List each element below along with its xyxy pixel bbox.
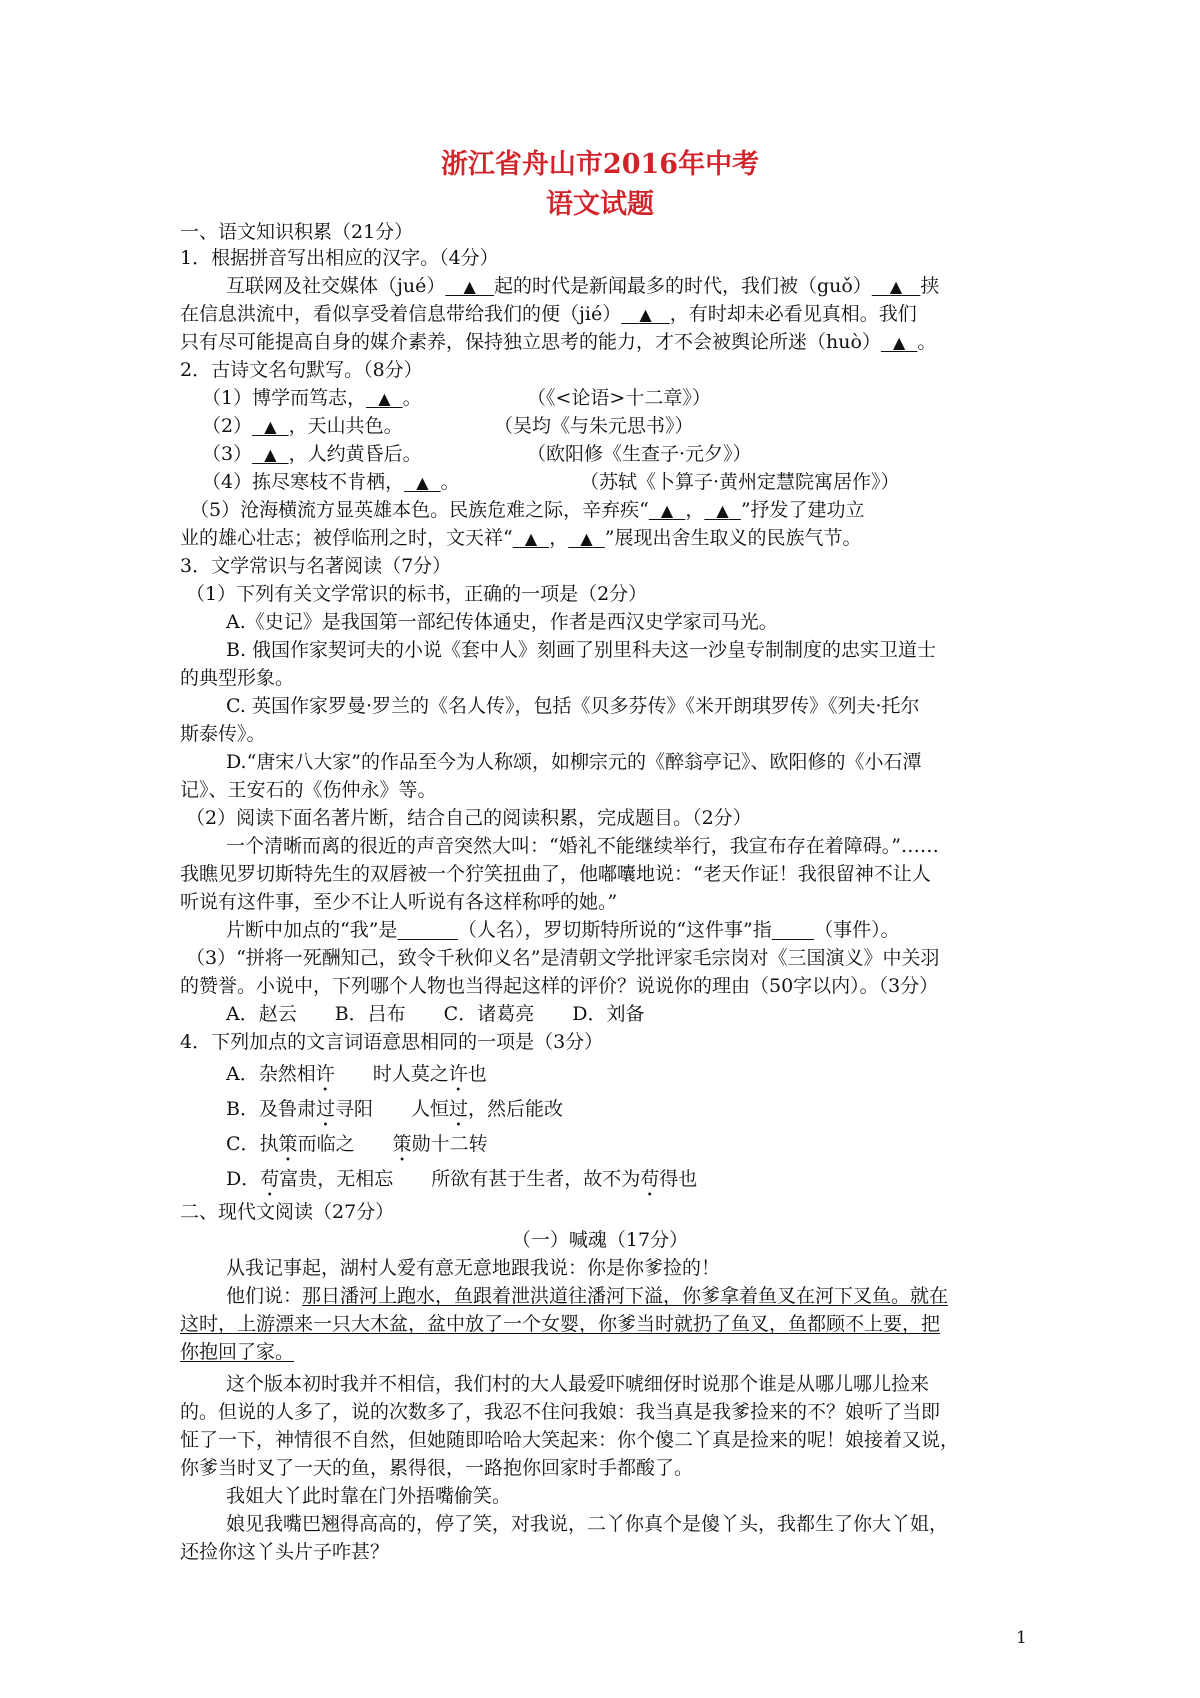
story-paragraph-5-line-1: 娘见我嘴巴翘得高高的，停了笑，对我说，二丫你真个是傻丫头，我都生了你大丫姐， (226, 1513, 949, 1535)
answer-blank: ▲ (264, 417, 277, 436)
answer-blank: ▲ (639, 305, 652, 324)
answer-blank: ▲ (889, 277, 903, 296)
q3-excerpt-line-1: 一个清晰而离的很近的声音突然大叫：“婚礼不能继续举行，我宣布存在着障碍。”…… (226, 835, 939, 857)
page-number: 1 (1016, 1628, 1027, 1648)
q2-item-3: （3） ▲ ，人约黄昏后。 (202, 443, 422, 465)
q3-option-c-line-1: C. 英国作家罗曼·罗兰的《名人传》，包括《贝多芬传》《米开朗琪罗传》《列夫·托尔 (226, 695, 920, 717)
reading-1-title: （一）喊魂（17分） (511, 1229, 689, 1251)
story-paragraph-3-line-2: 的。但说的人多了，说的次数多了，我忍不住问我娘：我当真是我爹捡来的不？娘听了当即 (180, 1401, 941, 1423)
q1-line-1: 互联网及社交媒体（jué） ▲ 起的时代是新闻最多的时代，我们被（guǒ） ▲ 挟 (226, 275, 940, 297)
story-paragraph-3-line-4: 你爹当时叉了一天的鱼，累得很，一路抱你回家时手都酸了。 (180, 1457, 694, 1479)
section-1-heading: 一、语文知识积累（21分） (180, 221, 414, 243)
q4-heading: 4．下列加点的文言词语意思相同的一项是（3分） (180, 1031, 604, 1053)
q1-line-2: 在信息洪流中，看似享受着信息带给我们的便（jié） ▲ ，有时却未必看见真相。我们 (180, 303, 917, 325)
q3-option-b-line-1: B. 俄国作家契诃夫的小说《套中人》刻画了别里科夫这一沙皇专制制度的忠实卫道士 (226, 639, 937, 661)
story-paragraph-4: 我姐大丫此时靠在门外捂嘴偷笑。 (226, 1485, 512, 1507)
q2-item-5-line-2: 业的雄心壮志；被俘临刑之时，文天祥“ ▲ ， ▲ ”展现出舍生取义的民族气节。 (180, 527, 862, 549)
answer-blank: ▲ (524, 529, 538, 548)
story-paragraph-3-line-1: 这个版本初时我并不相信，我们村的大人最爱吓唬细伢时说那个谁是从哪儿哪儿捡来 (226, 1373, 930, 1395)
answer-blank (397, 919, 457, 941)
story-paragraph-2-line-1: 他们说：那日潘河上跑水，鱼跟着泄洪道往潘河下溢，你爹拿着鱼叉在河下叉鱼。就在 (226, 1285, 949, 1307)
q3-part-3-line-2: 的赞誉。小说中，下列哪个人物也当得起这样的评价？说说你的理由（50字以内）。（3分） (180, 975, 939, 997)
exam-title: 浙江省舟山市2016年中考 (440, 149, 760, 180)
q3-option-b-line-2: 的典型形象。 (180, 667, 295, 689)
answer-blank: ▲ (893, 333, 906, 352)
story-paragraph-1: 从我记事起，湖村人爱有意无意地跟我说：你是你爹捡的！ (226, 1257, 721, 1279)
q3-fill-question: 片断中加点的“我”是 （人名），罗切斯特所说的“这件事”指 （事件）。 (226, 919, 900, 941)
q3-excerpt-line-3: 听说有这件事，至少不让人听说有各这样称呼的她。” (180, 891, 618, 913)
q2-item-4-source: （苏轼《卜算子·黄州定慧院寓居作》） (580, 471, 900, 493)
q2-item-1-source: （《<论语>十二章》） (527, 387, 711, 409)
q3-part-3-options: A．赵云 B．吕布 C．诸葛亮 D．刘备 (226, 1003, 645, 1025)
answer-blank: ▲ (264, 445, 277, 464)
q2-item-2-source: （吴均《与朱元思书》） (494, 415, 694, 437)
q2-item-1: （1）博学而笃志， ▲ 。 (202, 387, 422, 409)
story-paragraph-5-line-2: 还捡你这丫头片子咋甚？ (180, 1541, 390, 1563)
q2-item-5-line-1: （5）沧海横流方显英雄本色。民族危难之际，辛弃疾“ ▲ ， ▲ ”抒发了建功立 (190, 499, 865, 521)
answer-blank: ▲ (660, 501, 674, 520)
q3-part-3-line-1: （3）“拼将一死酬知己，致令千秋仰义名”是清朝文学批评家毛宗岗对《三国演义》中关羽 (186, 947, 940, 969)
section-2-heading: 二、现代文阅读（27分） (180, 1201, 395, 1223)
q4-option-b: B．及鲁肃过寻阳 人恒过，然后能改 (226, 1098, 564, 1120)
q3-part-2: （2）阅读下面名著片断，结合自己的阅读积累，完成题目。（2分） (186, 807, 752, 829)
q4-option-d: D．苟富贵，无相忘 所欲有甚于生者，故不为苟得也 (226, 1168, 698, 1190)
answer-blank: ▲ (416, 473, 429, 492)
q3-option-a: A.《史记》是我国第一部纪传体通史，作者是西汉史学家司马光。 (226, 611, 778, 633)
exam-subtitle: 语文试题 (546, 189, 654, 220)
q3-heading: 3．文学常识与名著阅读（7分） (180, 555, 452, 577)
q1-heading: 1．根据拼音写出相应的汉字。（4分） (180, 247, 499, 269)
q4-option-c: C．执策而临之 策勋十二转 (226, 1133, 488, 1155)
story-paragraph-2-line-3: 你抱回了家。 (180, 1341, 295, 1363)
q1-line-3: 只有尽可能提高自身的媒介素养，保持独立思考的能力，才不会被舆论所迷（huò） ▲ 。 (180, 331, 937, 353)
answer-blank: ▲ (716, 501, 729, 520)
answer-blank: ▲ (463, 277, 476, 296)
q3-option-d-line-2: 记》、王安石的《伤仲永》等。 (180, 779, 437, 801)
q2-heading: 2．古诗文名句默写。（8分） (180, 359, 423, 381)
q3-option-d-line-1: D.“唐宋八大家”的作品至今为人称颂，如柳宗元的《醉翁亭记》、欧阳修的《小石潭 (226, 751, 922, 773)
q2-item-4: （4）拣尽寒枝不肯栖， ▲ 。 (202, 471, 460, 493)
q3-option-c-line-2: 斯泰传》。 (180, 723, 266, 745)
answer-blank (772, 919, 814, 941)
answer-blank: ▲ (378, 389, 391, 408)
q4-option-a: A．杂然相许 时人莫之许也 (226, 1063, 487, 1085)
answer-blank: ▲ (580, 529, 593, 548)
q2-item-2: （2） ▲ ，天山共色。 (202, 415, 403, 437)
story-paragraph-3-line-3: 怔了一下，神情很不自然，但她随即哈哈大笑起来：你个傻二丫真是捡来的呢！娘接着又说， (180, 1429, 960, 1451)
q2-item-3-source: （欧阳修《生查子·元夕》） (527, 443, 752, 465)
q3-excerpt-line-2: 我瞧见罗切斯特先生的双唇被一个狞笑扭曲了，他嘟囔地说：“老天作证！我很留神不让人 (180, 863, 931, 885)
story-paragraph-2-line-2: 这时，上游漂来一只大木盆，盆中放了一个女婴，你爹当时就扔了鱼叉，鱼都顾不上要，把 (180, 1313, 941, 1335)
q3-part-1: （1）下列有关文学常识的标书，正确的一项是（2分） (186, 583, 648, 605)
